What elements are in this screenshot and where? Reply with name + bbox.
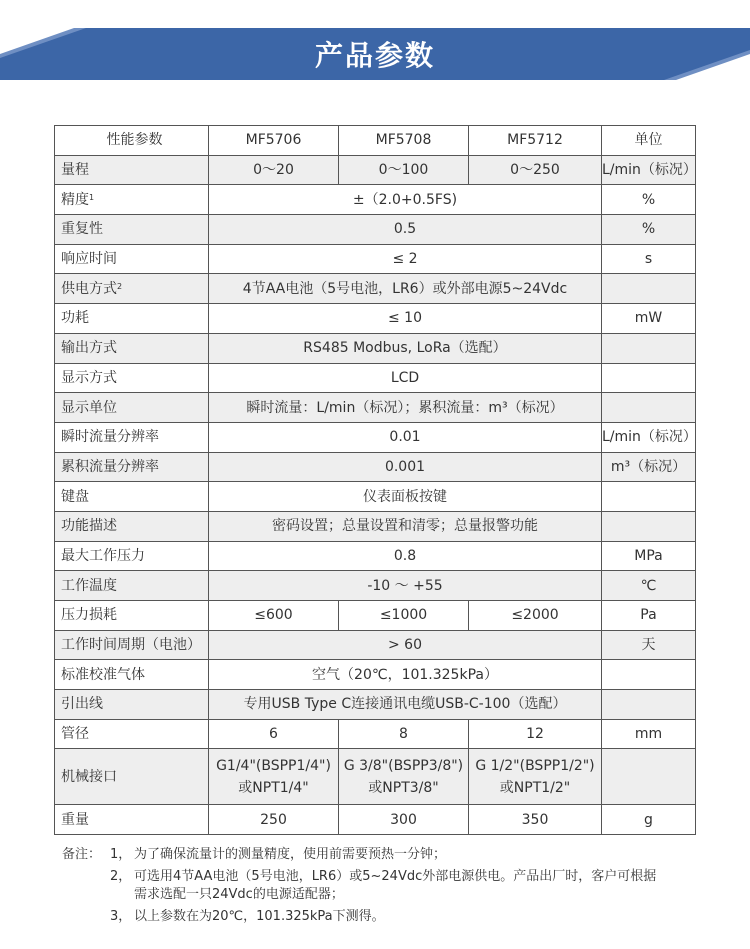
- note-label: [62, 868, 110, 904]
- param-unit: 天: [602, 630, 696, 660]
- param-value: 0.01: [209, 422, 602, 452]
- param-value: [209, 749, 339, 805]
- param-value: ≤2000: [469, 601, 602, 631]
- param-name-text: 功能描述: [61, 518, 117, 535]
- param-name: [55, 571, 209, 601]
- table-row: [55, 660, 696, 690]
- note-text-line: 需求选配一只24Vdc的电源适配器；: [134, 887, 344, 902]
- param-value: ≤1000: [339, 601, 469, 631]
- table-row: [55, 333, 696, 363]
- param-name: [55, 155, 209, 185]
- param-name-text: 输出方式: [61, 340, 117, 357]
- param-unit: mm: [602, 719, 696, 749]
- param-unit: %: [602, 185, 696, 215]
- note-label: 备注：: [62, 847, 102, 862]
- param-name-text: 标准校准气体: [61, 666, 145, 683]
- param-name-text: 重复性: [61, 221, 103, 238]
- table-row: [55, 274, 696, 304]
- title-banner: [0, 0, 750, 110]
- param-unit: %: [602, 215, 696, 245]
- param-value: ≤600: [209, 601, 339, 631]
- page-title: 产品参数: [314, 39, 435, 72]
- table-row: [55, 452, 696, 482]
- param-name: [55, 393, 209, 423]
- param-value: LCD: [209, 363, 602, 393]
- param-unit: g: [602, 805, 696, 835]
- param-name: [55, 452, 209, 482]
- table-row: [55, 571, 696, 601]
- footnote-marker: 2: [117, 281, 123, 291]
- param-name-text: 最大工作压力: [61, 547, 145, 564]
- header-model: MF5706: [209, 126, 339, 156]
- spec-table-body: [55, 155, 696, 834]
- param-name-text: 工作温度: [61, 577, 117, 594]
- param-unit: s: [602, 244, 696, 274]
- param-unit: ℃: [602, 571, 696, 601]
- table-row: [55, 155, 696, 185]
- param-value: ±（2.0+0.5FS): [209, 185, 602, 215]
- param-value: RS485 Modbus, LoRa（选配）: [209, 333, 602, 363]
- param-name: [55, 541, 209, 571]
- param-name: [55, 215, 209, 245]
- param-name: [55, 244, 209, 274]
- param-name: [55, 304, 209, 334]
- param-value: 0.8: [209, 541, 602, 571]
- note-text: [134, 868, 722, 904]
- param-name-text: 机械接口: [61, 768, 117, 785]
- param-name-text: 功耗: [61, 310, 89, 327]
- param-unit: [602, 363, 696, 393]
- param-value: 8: [339, 719, 469, 749]
- param-value: ≤ 2: [209, 244, 602, 274]
- table-row: [55, 363, 696, 393]
- notes-list: [62, 846, 722, 926]
- note-text-line: 可选用4节AA电池（5号电池，LR6）或5~24Vdc外部电源供电。产品出厂时，客户可根据: [134, 869, 657, 884]
- param-name: [55, 333, 209, 363]
- param-name: [55, 511, 209, 541]
- param-value: -10 ～ +55: [209, 571, 602, 601]
- param-name: [55, 660, 209, 690]
- param-value: 0.001: [209, 452, 602, 482]
- param-name: [55, 690, 209, 720]
- param-name: [55, 749, 209, 805]
- param-value-line: G 1/2"(BSPP1/2"): [475, 757, 595, 774]
- table-row: [55, 805, 696, 835]
- param-unit: [602, 333, 696, 363]
- param-name-text: 瞬时流量分辨率: [61, 429, 159, 446]
- param-value-line: G1/4"(BSPP1/4"): [216, 757, 331, 774]
- note-text-line: 以上参数在为20℃，101.325kPa下测得。: [134, 909, 385, 924]
- note-number: 3，: [110, 909, 132, 924]
- table-row: [55, 511, 696, 541]
- table-row: [55, 244, 696, 274]
- param-value: 空气（20℃，101.325kPa）: [209, 660, 602, 690]
- param-value: 0～20: [209, 155, 339, 185]
- param-value: [469, 749, 602, 805]
- param-value: 12: [469, 719, 602, 749]
- param-name: [55, 805, 209, 835]
- table-row: [55, 185, 696, 215]
- table-row: [55, 630, 696, 660]
- table-row: [55, 719, 696, 749]
- param-name: [55, 601, 209, 631]
- param-value: 仪表面板按键: [209, 482, 602, 512]
- table-row: [55, 422, 696, 452]
- param-unit: [602, 660, 696, 690]
- table-row: [55, 393, 696, 423]
- note-text: [134, 908, 722, 926]
- table-row: [55, 690, 696, 720]
- param-name-text: 重量: [61, 811, 89, 828]
- param-name-text: 键盘: [61, 488, 89, 505]
- note-text-line: 为了确保流量计的测量精度，使用前需要预热一分钟；: [134, 847, 447, 862]
- param-value: 0.5: [209, 215, 602, 245]
- param-name-text: 显示单位: [61, 399, 117, 416]
- param-unit: MPa: [602, 541, 696, 571]
- note-label: [62, 908, 110, 926]
- param-unit: Pa: [602, 601, 696, 631]
- param-name-text: 精度: [61, 191, 89, 208]
- notes-section: [62, 846, 722, 926]
- param-value-line: 或NPT1/4": [238, 779, 309, 796]
- param-name: [55, 482, 209, 512]
- param-name-text: 响应时间: [61, 251, 117, 268]
- table-header-row: [55, 126, 696, 156]
- param-unit: [602, 690, 696, 720]
- param-value: 250: [209, 805, 339, 835]
- param-name: [55, 185, 209, 215]
- param-name-text: 引出线: [61, 696, 103, 713]
- param-value: 6: [209, 719, 339, 749]
- param-value: 密码设置；总量设置和清零；总量报警功能: [209, 511, 602, 541]
- spec-table: [54, 125, 696, 835]
- table-row: [55, 215, 696, 245]
- header-param: 性能参数: [55, 126, 209, 156]
- param-unit: [602, 482, 696, 512]
- param-value: 瞬时流量：L/min（标况）；累积流量：m³（标况）: [209, 393, 602, 423]
- param-name-text: 压力损耗: [61, 607, 117, 624]
- table-row: [55, 601, 696, 631]
- note-item: [62, 868, 722, 904]
- note-text: [134, 846, 722, 864]
- param-name: [55, 363, 209, 393]
- param-unit: L/min（标况）: [602, 155, 696, 185]
- param-name-text: 供电方式: [61, 280, 117, 297]
- param-value: 350: [469, 805, 602, 835]
- note-number: 1，: [110, 847, 132, 862]
- param-unit: L/min（标况）: [602, 422, 696, 452]
- param-unit: [602, 511, 696, 541]
- header-model: MF5708: [339, 126, 469, 156]
- note-number: 2，: [110, 869, 132, 884]
- param-unit: [602, 749, 696, 805]
- param-name: [55, 719, 209, 749]
- param-value: [339, 749, 469, 805]
- param-value-line: 或NPT3/8": [368, 779, 439, 796]
- param-unit: [602, 274, 696, 304]
- header-model: MF5712: [469, 126, 602, 156]
- header-unit: 单位: [602, 126, 696, 156]
- param-value: 专用USB Type C连接通讯电缆USB-C-100（选配）: [209, 690, 602, 720]
- table-row: [55, 749, 696, 805]
- param-value: 4节AA电池（5号电池，LR6）或外部电源5~24Vdc: [209, 274, 602, 304]
- param-name-text: 管径: [61, 726, 89, 743]
- table-row: [55, 482, 696, 512]
- param-name-text: 工作时间周期（电池）: [61, 637, 201, 654]
- param-value: > 60: [209, 630, 602, 660]
- param-unit: mW: [602, 304, 696, 334]
- param-name: [55, 630, 209, 660]
- param-name-text: 量程: [61, 162, 89, 179]
- param-name-text: 显示方式: [61, 369, 117, 386]
- param-value-line: G 3/8"(BSPP3/8"): [343, 757, 464, 774]
- param-unit: [602, 393, 696, 423]
- param-name: [55, 422, 209, 452]
- param-value: 300: [339, 805, 469, 835]
- table-row: [55, 304, 696, 334]
- footnote-marker: 1: [89, 192, 95, 202]
- param-name: [55, 274, 209, 304]
- note-item: [62, 908, 722, 926]
- param-value: 0～100: [339, 155, 469, 185]
- param-unit: m³（标况）: [602, 452, 696, 482]
- param-value: 0～250: [469, 155, 602, 185]
- param-value: ≤ 10: [209, 304, 602, 334]
- param-value-line: 或NPT1/2": [499, 779, 571, 796]
- note-item: [62, 846, 722, 864]
- param-name-text: 累积流量分辨率: [61, 458, 159, 475]
- table-row: [55, 541, 696, 571]
